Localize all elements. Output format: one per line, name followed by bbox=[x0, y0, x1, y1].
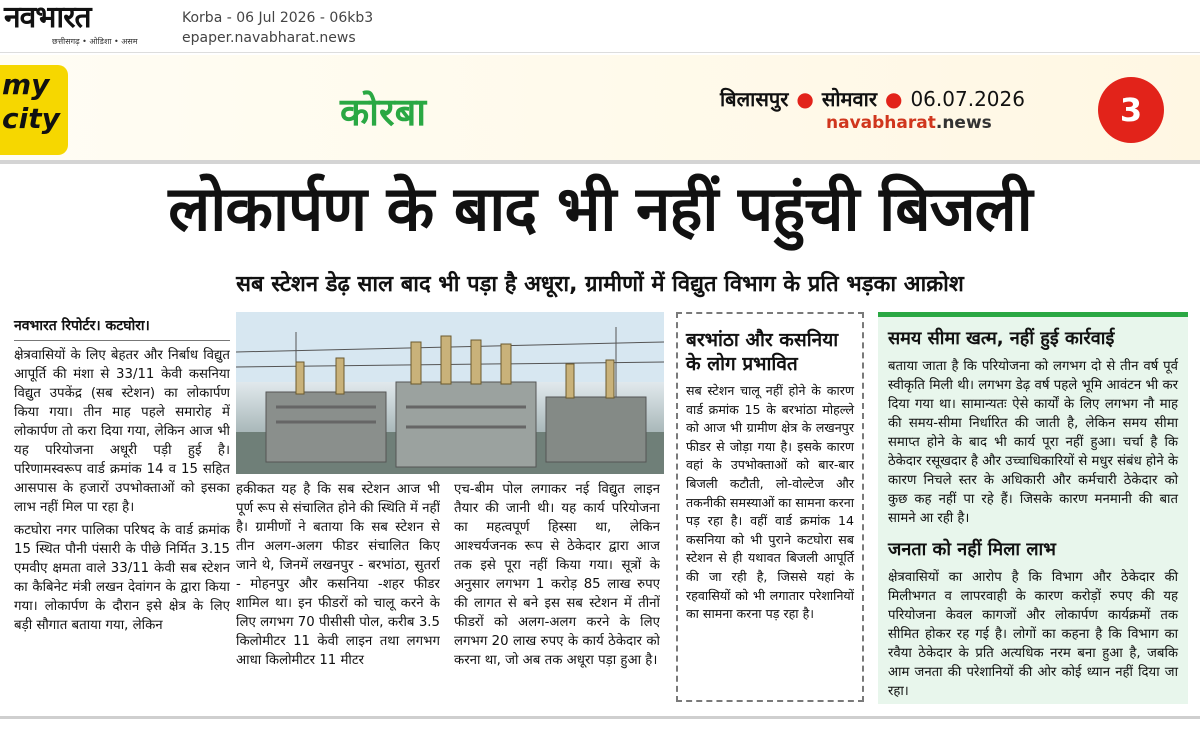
site-tld: .news bbox=[935, 113, 992, 133]
paragraph: कटघोरा नगर पालिका परिषद के वार्ड क्रमांक 15 स्थित पौनी पंसारी के पीछे निर्मित 3.15 एमवीए क्षमता वाले 33/11 केवी सब स्टेशन का कैबिनेट मंत्री लखन देवांगन के द्वारा किया गया। लोकार्पण के दौरान इसे क्षेत्र के लिए बड़ी सौगात बताया गया, लेकिन bbox=[14, 523, 230, 633]
byline-divider bbox=[14, 340, 230, 341]
byline: नवभारत रिपोर्टर। कटघोरा। bbox=[14, 318, 150, 334]
epaper-link[interactable]: epaper.navabharat.news bbox=[182, 30, 356, 46]
transformer-illustration bbox=[236, 312, 664, 474]
paragraph: क्षेत्रवासियों के लिए बेहतर और निर्बाध विद्युत आपूर्ति की मंशा से 33/11 केवी कसनिया विद्युत उपकेंद्र (सब स्टेशन) का लोकार्पण किया गया। तीन माह पहले समारोह में लोकार्पण तो करा दिया गया, लेकिन आज भी यह परियोजना अधूरी पड़ी हुई है। परिणामस्वरूप वार्ड क्रमांक 14 व 15 सहित आसपास के हजारों उपभोक्ताओं को इसका लाभ नहीं मिल पा रहा है। bbox=[14, 348, 230, 515]
edition-info bbox=[182, 8, 373, 48]
issue-date: 06.07.2026 bbox=[910, 87, 1025, 111]
edition-line: Korba - 06 Jul 2026 - 06kb3 bbox=[182, 10, 374, 26]
green-box-title-1: समय सीमा खत्म, नहीं हुई कार्रवाई bbox=[888, 328, 1115, 349]
place-name: बिलासपुर bbox=[720, 87, 789, 111]
article-subheadline: सब स्टेशन डेढ़ साल बाद भी पड़ा है अधूरा, ग्रामीणों में विद्युत विभाग के प्रति भड़का आक्रोश bbox=[236, 272, 964, 297]
site-name: navabharat bbox=[826, 113, 936, 133]
article-column-1 bbox=[14, 346, 230, 712]
city-name: कोरबा bbox=[340, 90, 427, 134]
bullet-icon: ● bbox=[885, 87, 903, 111]
article-column-2 bbox=[236, 480, 440, 712]
epaper-topbar bbox=[0, 0, 1200, 53]
substation-photo bbox=[236, 312, 664, 474]
day-name: सोमवार bbox=[821, 87, 877, 111]
page-bottom-rule bbox=[0, 716, 1200, 719]
navbharat-logo[interactable]: नवभारत bbox=[4, 0, 91, 35]
paragraph: एच-बीम पोल लगाकर नई विद्युत लाइन तैयार की जानी थी। यह कार्य परियोजना का महत्वपूर्ण हिस्सा था, लेकिन आश्चर्यजनक रूप से ठेकेदार द्वारा आज तक इसे पूरा नहीं किया गया। सूत्रों के अनुसार लगभग 1 करोड़ 85 लाख रुपए की लागत से बने इस सब स्टेशन में तीनों फीडरों को अलग-अलग करने के लिए लगभग 20 लाख रुपए के कार्य ठेकेदार को करना था, जो अब तक अधूरा पड़ा हुआ है। bbox=[454, 482, 660, 668]
green-box-title-2: जनता को नहीं मिला लाभ bbox=[888, 539, 1056, 560]
sidebar-box bbox=[676, 312, 864, 702]
site-brand bbox=[826, 113, 992, 133]
sidebar-title: बरभांठा और कसनिया के लोग प्रभावित bbox=[686, 329, 839, 375]
article-headline: लोकार्पण के बाद भी नहीं पहुंची बिजली bbox=[168, 172, 1032, 245]
green-info-box bbox=[878, 312, 1188, 704]
my-city-line1: my bbox=[2, 68, 50, 101]
green-box-text-1: बताया जाता है कि परियोजना को लगभग दो से तीन वर्ष पूर्व स्वीकृति मिली थी। लगभग डेढ़ वर्ष पहले भूमि आवंटन भी कर दिया गया था। सामान्यतः ऐसे कार्यों के लिए लगभग नौ माह की समय-सीमा निर्धारित की जाती है, लेकिन समय सीमा समाप्त होने के बाद भी कार्य पूरा नहीं हुआ। चर्चा है कि ठेकेदार रसूखदार है और उच्चाधिकारियों से मधुर संबंध होने के कारण निचले स्तर के अधिकारी और कर्मचारी ठेकेदार को कुछ कह नहीं पा रहे हैं। जिसके कारण मनमानी की बात सामने आ रही है। bbox=[888, 359, 1178, 526]
my-city-line2: city bbox=[2, 102, 60, 135]
dateline bbox=[720, 85, 1025, 112]
paragraph: हकीकत यह है कि सब स्टेशन आज भी पूर्ण रूप से संचालित होने की स्थिति में नहीं है। ग्रामीणों ने बताया कि सब स्टेशन से तीन अलग-अलग फीडर संचालित किए जाने थे, जिनमें लखनपुर - बरभांठा, सुतर्रा - मोहनपुर और कसनिया -शहर फीडर शामिल था। इन फीडरों को चालू करने के लिए लगभग 70 पीसीसी पोल, करीब 3.5 किलोमीटर 11 केवी लाइन तथा लगभग आधा किलोमीटर 11 मीटर bbox=[236, 482, 440, 668]
sidebar-text: सब स्टेशन चालू नहीं होने के कारण वार्ड क्रमांक 15 के बरभांठा मोहल्ले को आज भी ग्रामीण क्षेत्र के लखनपुर फीडर से जोड़ा गया है। इसके कारण वहां के उपभोक्ताओं को बार-बार बिजली कटौती, लो-वोल्टेज और तकनीकी समस्याओं का सामना करना पड़ रहा है। वहीं वार्ड क्रमांक 14 कसनिया को भी पुराने कटघोरा सब स्टेशन से ही यथावत बिजली आपूर्ति की जा रही है, जिससे यहां के रहवासियों को भी लगातार परेशानियों का सामना करना पड़ रहा है। bbox=[686, 383, 854, 622]
logo-subtitle: छत्तीसगढ़ • ओडिशा • असम bbox=[52, 37, 138, 46]
page-number-badge: 3 bbox=[1098, 77, 1164, 143]
green-box-text-2: क्षेत्रवासियों का आरोप है कि विभाग और ठेकेदार की मिलीभगत व लापरवाही के कारण करोड़ों रुपए की यह परियोजना केवल कागजों और लोकार्पण कार्यक्रमों तक सीमित होकर रह गई है। लोगों का कहना है कि विभाग का रवैया ठेकेदार के प्रति अत्यधिक नरम बना हुआ है, जबकि आम जनता की परेशानियों की ओर कोई ध्यान नहीं दिया जा रहा। bbox=[888, 570, 1178, 699]
page-header bbox=[0, 55, 1200, 164]
my-city-logo bbox=[0, 65, 68, 155]
bullet-icon: ● bbox=[796, 87, 814, 111]
article-column-3 bbox=[454, 480, 660, 712]
